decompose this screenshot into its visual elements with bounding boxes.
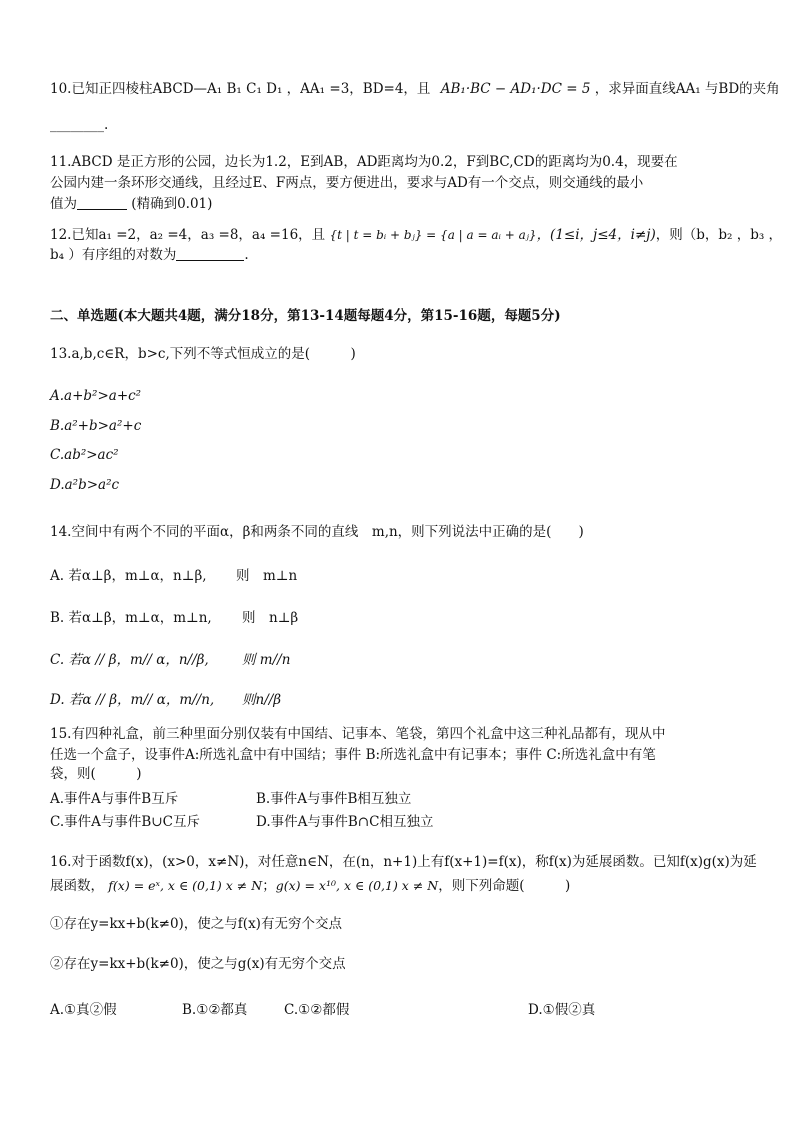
q14-option-d-result: 则n//β — [242, 692, 282, 708]
q10-answer-blank: ________. — [50, 117, 109, 133]
q11-line3-pre: 值为 — [50, 196, 77, 212]
q14-option-d — [50, 691, 281, 710]
q13-option-a: A.a+b²>a+c² — [50, 388, 142, 404]
q16-prop1: ①存在y=kx+b(k≠0)，使之与f(x)有无穷个交点 — [50, 916, 342, 932]
section-heading: 二、单选题(本大题共4题，满分18分，第13-14题每题4分，第15-16题，每题5分) — [50, 308, 561, 324]
q12-cond: ，(1≤i，j≤4，i≠j) — [536, 227, 656, 243]
q10-tail: ，求异面直线AA₁ 与BD的夹角 — [594, 81, 780, 97]
q16-line2-pre: 展函数， — [50, 878, 104, 894]
q11-line3 — [50, 195, 212, 214]
q13-option-b: B.a²+b>a²+c — [50, 418, 142, 434]
q11-line3-post: (精确到0.01) — [131, 196, 213, 212]
q16-prop2: ②存在y=kx+b(k≠0)，使之与g(x)有无穷个交点 — [50, 956, 346, 972]
q15-option-b: B.事件A与事件B相互独立 — [256, 791, 412, 807]
q12-pre: 12.已知a₁ =2，a₂ =4，a₃ =8，a₄ =16，且 — [50, 227, 326, 243]
q15-option-d: D.事件A与事件B∩C相互独立 — [256, 814, 434, 830]
q12-line1 — [50, 226, 782, 245]
q14-option-a — [50, 567, 297, 586]
q16-f-definition: f(x) = eˣ, x ∈ (0,1) x ≠ N — [108, 878, 263, 893]
q14-option-c-cond: C. 若α // β，m// α，n//β, — [50, 652, 209, 668]
q11-line2: 公园内建一条环形交通线，且经过E、F两点，要方便进出，要求与AD有一个交点，则交通线的最小 — [50, 175, 644, 191]
q12-line2-post: . — [244, 247, 249, 263]
q10-formula: AB₁·BC − AD₁·DC = 5 — [440, 81, 591, 97]
q16-option-a: A.①真②假 — [50, 1002, 117, 1018]
q16-line1: 16.对于函数f(x)，(x>0，x≠N)，对任意n∈N，在(n，n+1)上有f(x+1)=f(x)，称f(x)为延展函数。已知f(x)g(x)为延 — [50, 854, 757, 870]
q16-option-b: B.①②都真 — [182, 1002, 248, 1018]
q16-option-d: D.①假②真 — [528, 1002, 596, 1018]
q14-option-c — [50, 651, 290, 670]
q15-line3: 袋，则( ) — [50, 766, 142, 782]
q16-line2: 展函数， f(x) = eˣ, x ∈ (0,1) x ≠ N；g(x) = x¹⁰, x ∈ (0,1) x ≠ N，则下列命题( ) — [50, 878, 571, 894]
q16-line2-post: ，则下列命题( ) — [438, 878, 571, 894]
q14-option-c-result: 则 m//n — [242, 652, 291, 668]
q15-line1: 15.有四种礼盒，前三种里面分别仅装有中国结、记事本、笔袋，第四个礼盒中这三种礼品都有，现从中 — [50, 726, 666, 742]
q14-option-b-result: 则 n⊥β — [242, 610, 299, 626]
q12-answer-blank — [176, 246, 244, 261]
q15-option-a: A.事件A与事件B互斥 — [50, 791, 179, 807]
q14-option-d-cond: D. 若α // β，m// α，m//n, — [50, 692, 215, 708]
q10-line — [50, 80, 780, 99]
q14-option-a-result: 则 m⊥n — [236, 568, 298, 584]
q10-text: 10.已知正四棱柱ABCD—A₁ B₁ C₁ D₁ ，AA₁ =3，BD=4，且 — [50, 81, 431, 97]
q15-line2: 任选一个盒子，设事件A:所选礼盒中有中国结；事件 B:所选礼盒中有记事本；事件 C:所选礼盒中有笔 — [50, 747, 656, 763]
q12-post: ，则（b，b₂ ，b₃ ， — [655, 227, 783, 243]
q14-stem: 14.空间中有两个不同的平面α，β和两条不同的直线 m,n，则下列说法中正确的是( ) — [50, 524, 584, 540]
q14-option-b-cond: B. 若α⊥β，m⊥α，m⊥n, — [50, 610, 212, 626]
q16-g-definition: g(x) = x¹⁰, x ∈ (0,1) x ≠ N — [275, 878, 439, 893]
q14-option-b — [50, 609, 298, 628]
q13-option-d: D.a²b>a²c — [50, 477, 120, 493]
q12-formula: {t | t = bᵢ + bⱼ} = {a | a = aᵢ + aⱼ} — [329, 228, 537, 242]
q13-option-c: C.ab²>ac² — [50, 447, 119, 463]
q15-option-c: C.事件A与事件B∪C互斥 — [50, 814, 200, 830]
q11-answer-blank — [77, 195, 127, 210]
q12-line2-pre: b₄ ）有序组的对数为 — [50, 247, 177, 263]
q12-line2 — [50, 246, 249, 265]
q11-line1: 11.ABCD 是正方形的公园，边长为1.2，E到AB，AD距离均为0.2，F到BC,CD的距离均为0.4，现要在 — [50, 154, 678, 170]
q13-stem: 13.a,b,c∈R，b>c,下列不等式恒成立的是( ) — [50, 346, 356, 362]
q16-option-c: C.①②都假 — [284, 1002, 350, 1018]
q14-option-a-cond: A. 若α⊥β，m⊥α，n⊥β, — [50, 568, 207, 584]
